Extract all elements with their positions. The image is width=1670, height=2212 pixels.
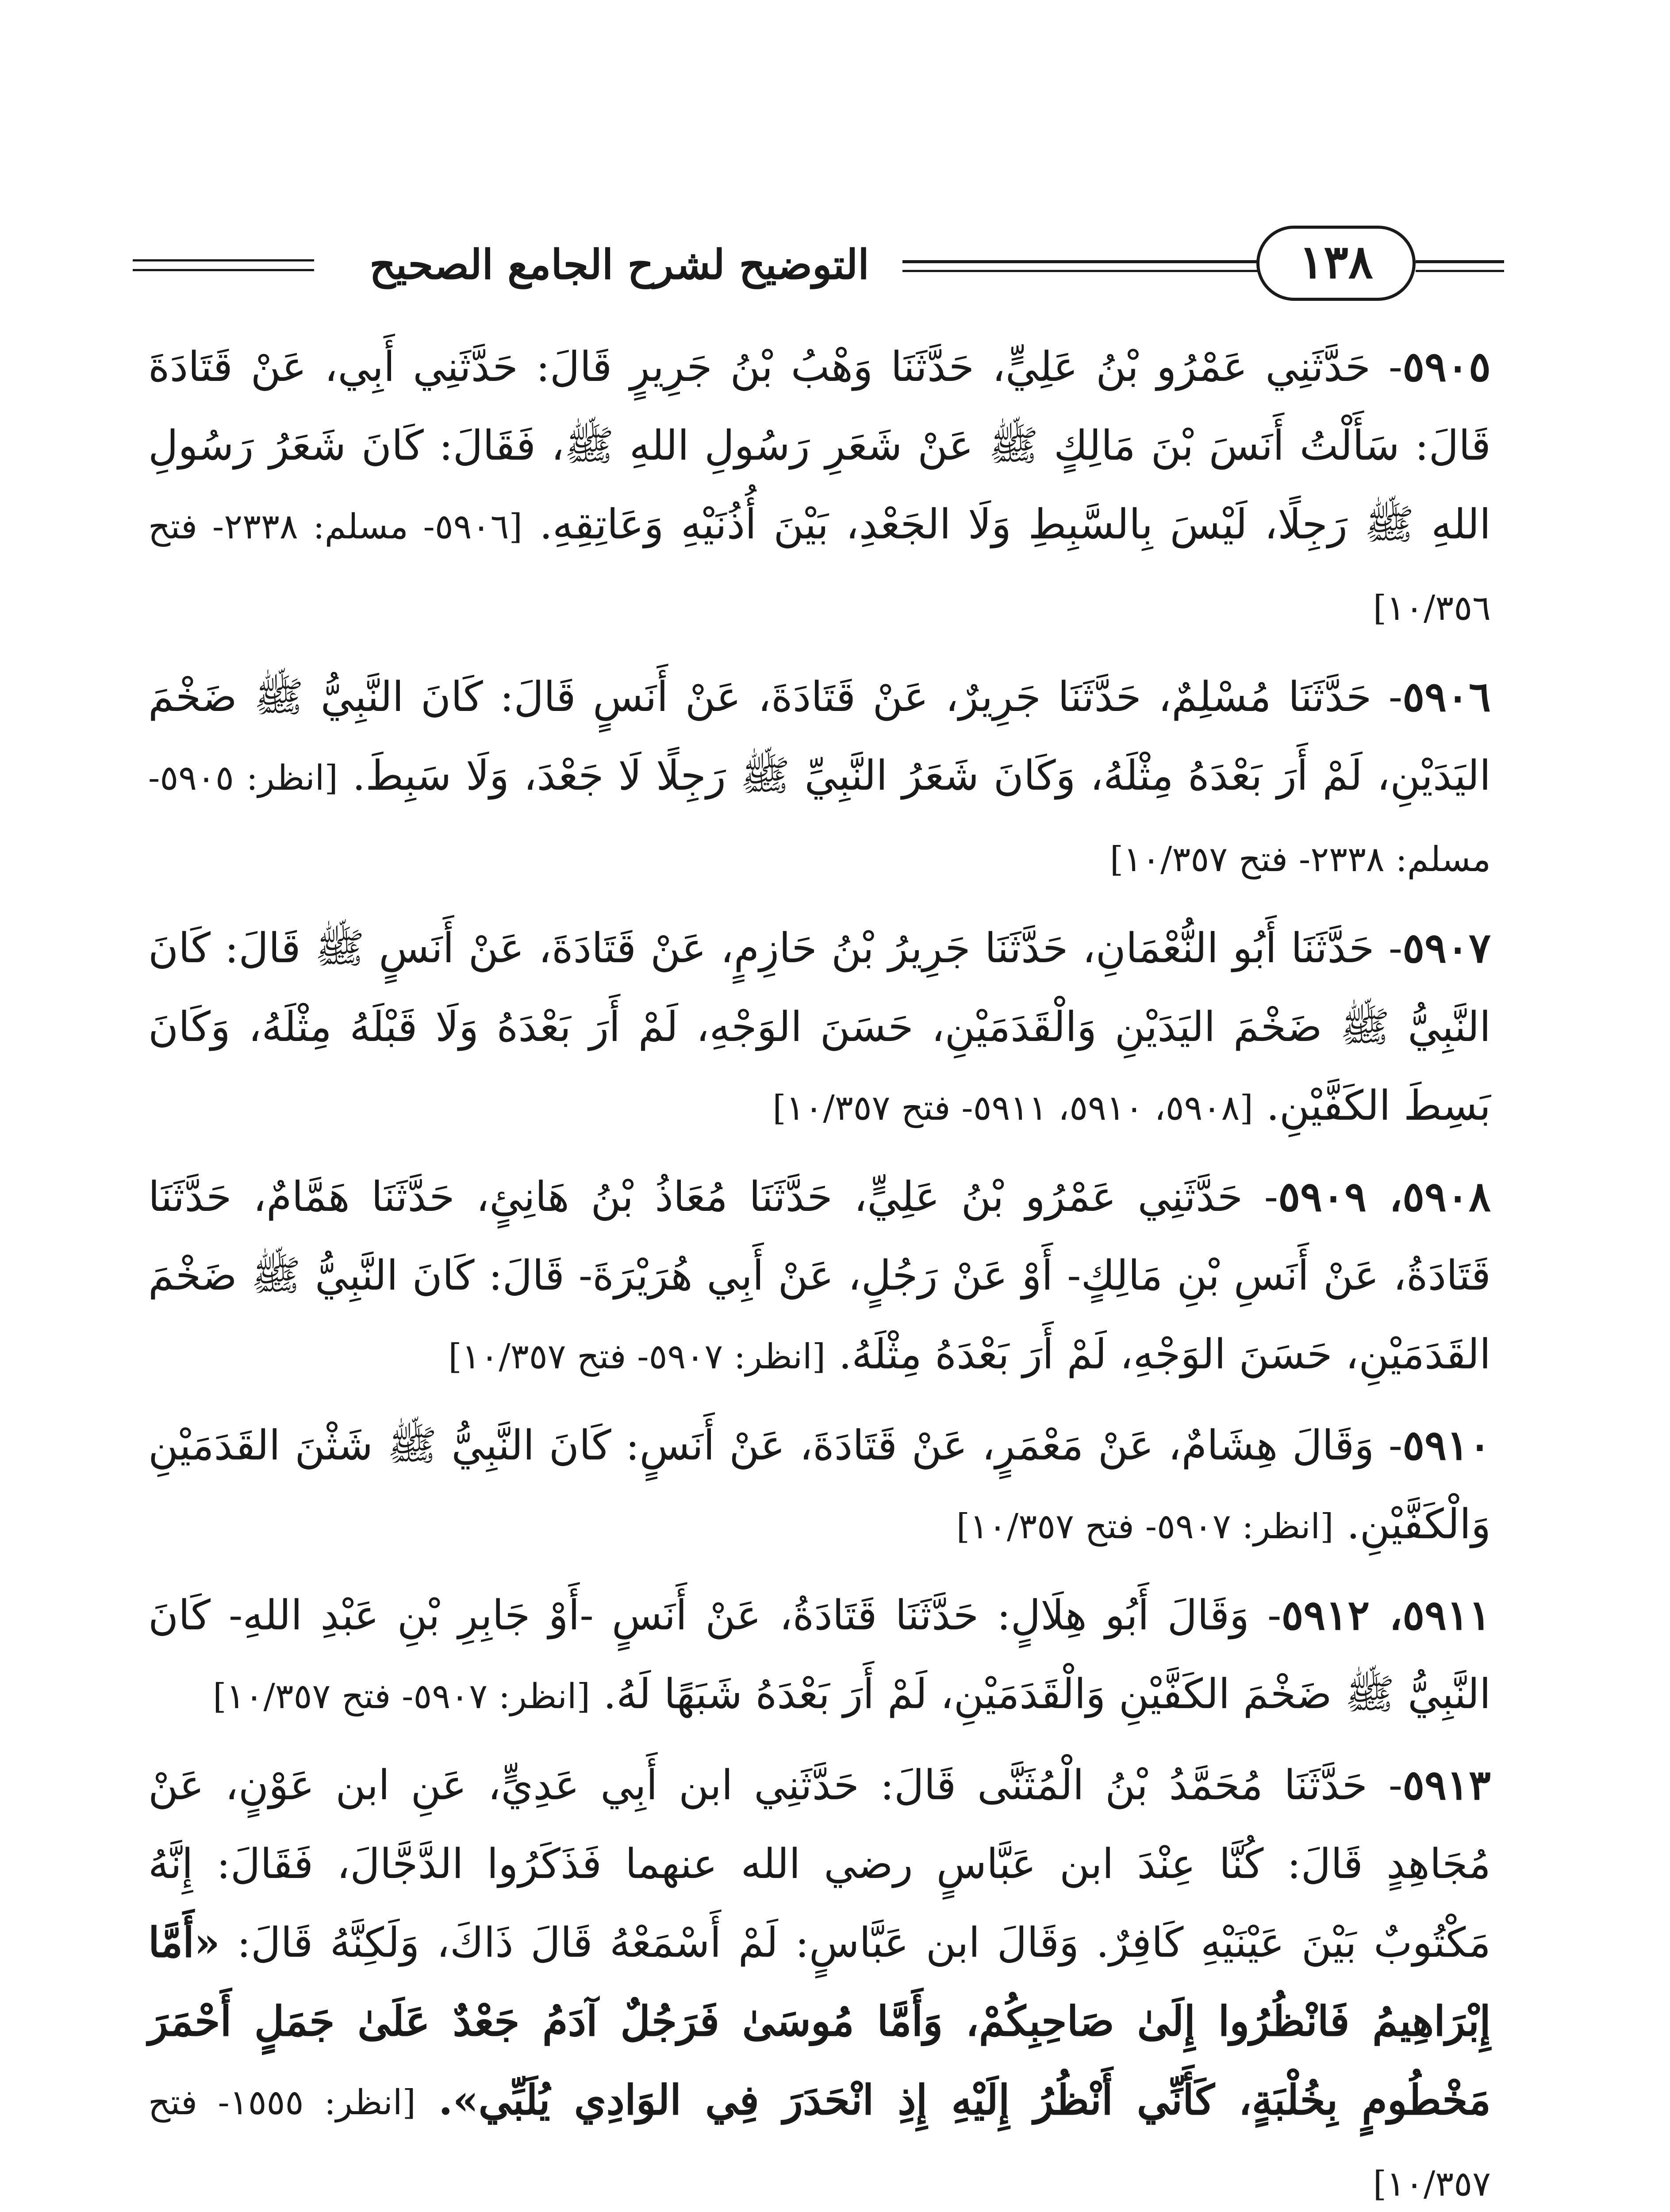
hadith-text: - حَدَّثَنَا مُحَمَّدُ بْنُ الْمُثَنَّى قَالَ: حَدَّثَنِي ابن أَبِي عَدِيٍّ، عَنِ ابن عَوْنٍ، عَنْ مُجَاهِدٍ قَالَ: كُنَّا عِنْدَ ابن عَبَّاسٍ رضي الله عنهما فَذَكَرُوا الدَّجَّالَ، فَقَالَ: إِنَّهُ مَكْتُوبٌ بَيْنَ عَيْنَيْهِ كَافِرٌ. وَقَالَ ابن عَبَّاسٍ: لَمْ أَسْمَعْهُ قَالَ ذَاكَ، وَلَكِنَّهُ قَالَ: <box>148 1761 1491 1966</box>
hadith-number: ٥٩١٣ <box>1402 1761 1491 1809</box>
hadith-reference: [انظر: ٥٩٠٥- مسلم: ٢٣٣٨- فتح ١٠/٣٥٧] <box>148 758 1491 879</box>
hadith-5907 <box>148 909 1491 1148</box>
hadith-number: ٥٩٠٦ <box>1402 672 1491 721</box>
book-title: التوضيح لشرح الجامع الصحيح <box>369 241 869 288</box>
header-rule-left <box>133 259 314 261</box>
hadith-reference: [انظر: ٥٩٠٧- فتح ١٠/٣٥٧] <box>956 1507 1334 1547</box>
header-rule-right <box>1416 260 1504 263</box>
hadith-number: ٥٩٠٨، ٥٩٠٩ <box>1278 1172 1491 1221</box>
hadith-5906 <box>148 657 1491 899</box>
hadith-reference: [انظر: ٥٩٠٧- فتح ١٠/٣٥٧] <box>448 1337 826 1377</box>
hadith-text: - حَدَّثَنَا مُسْلِمٌ، حَدَّثَنَا جَرِيرٌ، عَنْ قَتَادَةَ، عَنْ أَنَسٍ قَالَ: كَانَ النَّبِيُّ ﷺ ضَخْمَ اليَدَيْنِ، لَمْ أَرَ بَعْدَهُ مِثْلَهُ، وَكَانَ شَعَرُ النَّبِيِّ ﷺ رَجِلًا لَا جَعْدَ، وَلَا سَبِطَ. <box>148 673 1491 799</box>
hadith-text: - وَقَالَ أَبُو هِلَالٍ: حَدَّثَنَا قَتَادَةُ، عَنْ أَنَسٍ -أَوْ جَابِرِ بْنِ عَبْدِ اللهِ- كَانَ النَّبِيُّ ﷺ ضَخْمَ الكَفَّيْنِ وَالْقَدَمَيْنِ، لَمْ أَرَ بَعْدَهُ شَبَهًا لَهُ. <box>148 1591 1491 1718</box>
hadith-5913 <box>148 1746 1491 2212</box>
hadith-text: - وَقَالَ هِشَامٌ، عَنْ مَعْمَرٍ، عَنْ قَتَادَةَ، عَنْ أَنَسٍ: كَانَ النَّبِيُّ ﷺ شَثْنَ القَدَمَيْنِ وَالْكَفَّيْنِ. <box>148 1421 1491 1548</box>
hadith-number: ٥٩١١، ٥٩١٢ <box>1281 1591 1491 1639</box>
hadith-text: - حَدَّثَنِي عَمْرُو بْنُ عَلِيٍّ، حَدَّثَنَا مُعَاذُ بْنُ هَانِئٍ، حَدَّثَنَا هَمَّامٌ، حَدَّثَنَا قَتَادَةُ، عَنْ أَنَسِ بْنِ مَالِكٍ- أَوْ عَنْ رَجُلٍ، عَنْ أَبِي هُرَيْرَةَ- قَالَ: كَانَ النَّبِيُّ ﷺ ضَخْمَ القَدَمَيْنِ، حَسَنَ الوَجْهِ، لَمْ أَرَ بَعْدَهُ مِثْلَهُ. <box>148 1173 1491 1378</box>
hadith-number: ٥٩١٠ <box>1402 1421 1491 1469</box>
hadith-reference: [انظر: ٥٩٠٧- فتح ١٠/٣٥٧] <box>213 1677 591 1717</box>
hadith-reference: [انظر: ١٥٥٥- فتح ١٠/٣٥٧] <box>148 2083 1491 2204</box>
header-rule-left-lower <box>133 269 314 271</box>
header-rule-middle <box>902 260 1265 263</box>
hadith-body <box>148 327 1491 2212</box>
page-number: ١٣٨ <box>1256 226 1416 301</box>
hadith-number: ٥٩٠٥ <box>1402 342 1491 391</box>
hadith-5910 <box>148 1406 1491 1566</box>
hadith-5911-5912 <box>148 1576 1491 1736</box>
hadith-reference: [٥٩٠٦- مسلم: ٢٣٣٨- فتح ١٠/٣٥٦] <box>148 507 1491 628</box>
prophetic-quote: «أَمَّا إِبْرَاهِيمُ فَانْظُرُوا إِلَىٰ صَاحِبِكُمْ، وَأَمَّا مُوسَىٰ فَرَجُلٌ آدَمُ جَعْدٌ عَلَىٰ جَمَلٍ أَحْمَرَ مَخْطُومٍ بِخُلْبَةٍ، كَأَنِّي أَنْظُرُ إِلَيْهِ إِذِ انْحَدَرَ فِي الوَادِي يُلَبِّي». <box>148 1918 1491 2124</box>
hadith-5905 <box>148 327 1491 648</box>
page-header <box>133 221 1504 310</box>
hadith-text: - حَدَّثَنَا أَبُو النُّعْمَانِ، حَدَّثَنَا جَرِيرُ بْنُ حَازِمٍ، عَنْ قَتَادَةَ، عَنْ أَنَسٍ ﷺ قَالَ: كَانَ النَّبِيُّ ﷺ ضَخْمَ اليَدَيْنِ وَالْقَدَمَيْنِ، حَسَنَ الوَجْهِ، لَمْ أَرَ بَعْدَهُ وَلَا قَبْلَهُ مِثْلَهُ، وَكَانَ بَسِطَ الكَفَّيْنِ. <box>148 924 1491 1129</box>
hadith-text: - حَدَّثَنِي عَمْرُو بْنُ عَلِيٍّ، حَدَّثَنَا وَهْبُ بْنُ جَرِيرٍ قَالَ: حَدَّثَنِي أَبِي، عَنْ قَتَادَةَ قَالَ: سَأَلْتُ أَنَسَ بْنَ مَالِكٍ ﷺ عَنْ شَعَرِ رَسُولِ اللهِ ﷺ، فَقَالَ: كَانَ شَعَرُ رَسُولِ اللهِ ﷺ رَجِلًا، لَيْسَ بِالسَّبِطِ وَلَا الجَعْدِ، بَيْنَ أُذُنَيْهِ وَعَاتِقِهِ. <box>148 343 1491 548</box>
header-rule-right-lower <box>1416 270 1504 272</box>
hadith-5908-5909 <box>148 1157 1491 1396</box>
header-rule-middle-lower <box>902 270 1265 272</box>
hadith-reference: [٥٩٠٨، ٥٩١٠، ٥٩١١- فتح ١٠/٣٥٧] <box>772 1088 1253 1128</box>
hadith-number: ٥٩٠٧ <box>1402 924 1491 972</box>
